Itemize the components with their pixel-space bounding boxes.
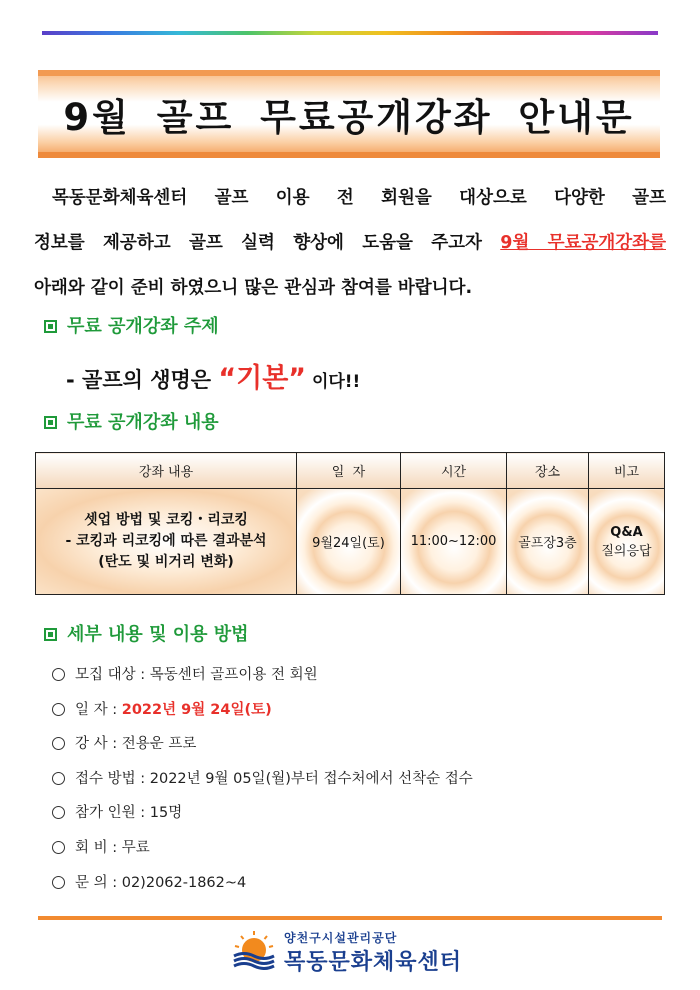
- lecture-table: [35, 452, 665, 595]
- theme-accent: “기본”: [218, 363, 307, 394]
- detail-label: 문 의 :: [75, 874, 122, 891]
- detail-value: 전용운 프로: [121, 736, 197, 753]
- topic-line-1: 셋업 방법 및 코킹・리코킹: [84, 512, 248, 528]
- detail-label: 참가 인원 :: [75, 805, 150, 822]
- theme-statement: [66, 356, 360, 395]
- table-row: [36, 489, 665, 595]
- section-heading-content: [44, 408, 219, 434]
- list-item: [52, 658, 473, 693]
- detail-value: 02)2062-1862~4: [121, 874, 247, 891]
- intro-highlight: 9월 무료공개강좌를: [500, 233, 666, 253]
- sun-wave-logo-icon: [232, 930, 276, 970]
- square-bullet-icon: [44, 320, 57, 333]
- circle-bullet-icon: [52, 703, 65, 716]
- list-item: [52, 831, 473, 866]
- intro-line-3: 아래와 같이 준비 하였으니 많은 관심과 참여를 바랍니다.: [34, 278, 473, 298]
- section-heading-detail-label: 세부 내용 및 이용 방법: [67, 624, 249, 645]
- bottom-rule: [38, 916, 662, 920]
- theme-prefix: - 골프의 생명은: [66, 368, 219, 392]
- list-item: [52, 727, 473, 762]
- circle-bullet-icon: [52, 772, 65, 785]
- table-header-row: [36, 453, 665, 489]
- detail-label: 접수 방법 :: [75, 770, 150, 787]
- detail-value: 2022년 9월 05일(월)부터 접수처에서 선착순 접수: [149, 770, 473, 787]
- detail-label: 일 자 :: [75, 701, 122, 718]
- table-header-place: 장소: [507, 453, 589, 489]
- section-heading-theme-label: 무료 공개강좌 주제: [67, 316, 219, 337]
- intro-line-2: [34, 221, 666, 266]
- list-item: [52, 693, 473, 728]
- detail-label: 회 비 :: [75, 839, 122, 856]
- list-item: [52, 762, 473, 797]
- topic-line-2: - 코킹과 리코킹에 따른 결과분석: [65, 533, 267, 549]
- table-header-note: 비고: [589, 453, 665, 489]
- circle-bullet-icon: [52, 737, 65, 750]
- top-rainbow-rule: [42, 31, 658, 35]
- section-heading-detail: [44, 620, 249, 646]
- circle-bullet-icon: [52, 668, 65, 681]
- title-banner: [38, 70, 660, 158]
- note-line-2: 질의응답: [601, 543, 652, 559]
- intro-paragraph: [34, 176, 666, 311]
- table-cell-place: 골프장3층: [507, 489, 589, 595]
- table-header-time: 시간: [401, 453, 507, 489]
- detail-label: 모집 대상 :: [75, 667, 150, 683]
- intro-line-2-text: 정보를 제공하고 골프 실력 향상에 도움을 주고자: [34, 233, 501, 253]
- circle-bullet-icon: [52, 806, 65, 819]
- theme-suffix: 이다!!: [306, 372, 361, 392]
- list-item: [52, 866, 473, 901]
- logo-org-name: 양천구시설관리공단: [284, 931, 398, 945]
- section-heading-theme: [44, 312, 219, 338]
- detail-value: 목동센터 골프이용 전 회원: [149, 667, 318, 683]
- square-bullet-icon: [44, 628, 57, 641]
- table-cell-time: 11:00~12:00: [401, 489, 507, 595]
- page-title: 9월 골프 무료공개강좌 안내문: [63, 96, 635, 139]
- circle-bullet-icon: [52, 876, 65, 889]
- section-heading-content-label: 무료 공개강좌 내용: [67, 412, 219, 433]
- topic-line-3: (탄도 및 비거리 변화): [98, 554, 234, 570]
- square-bullet-icon: [44, 416, 57, 429]
- logo-center-name: 목동문화체육센터: [284, 950, 463, 975]
- footer-logo: [232, 928, 482, 974]
- table-cell-note: [589, 489, 665, 595]
- detail-value: 2022년 9월 24일(토): [121, 701, 272, 718]
- note-line-1: Q&A: [610, 524, 643, 540]
- intro-line-1: 목동문화체육센터 골프 이용 전 회원을 대상으로 다양한 골프: [52, 188, 666, 208]
- circle-bullet-icon: [52, 841, 65, 854]
- list-item: [52, 796, 473, 831]
- table-cell-date: 9월24일(토): [297, 489, 401, 595]
- detail-value: 무료: [121, 839, 150, 856]
- detail-label: 강 사 :: [75, 736, 122, 753]
- table-cell-topic: [36, 489, 297, 595]
- table-header-date: 일 자: [297, 453, 401, 489]
- detail-value: 15명: [149, 805, 183, 822]
- table-header-topic: 강좌 내용: [36, 453, 297, 489]
- detail-list: [52, 658, 473, 900]
